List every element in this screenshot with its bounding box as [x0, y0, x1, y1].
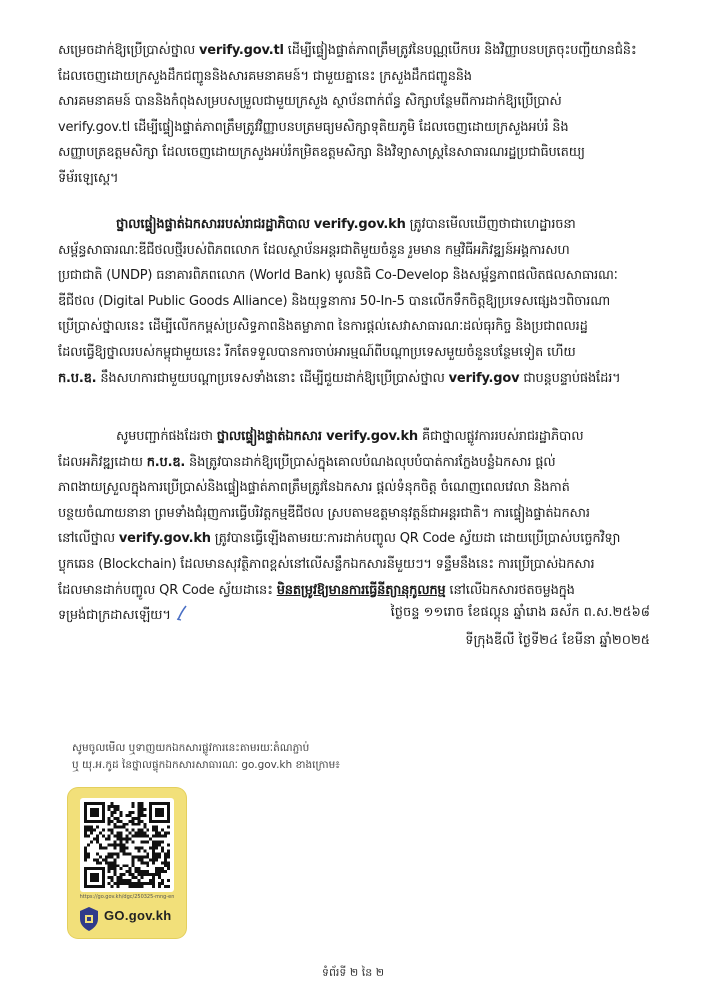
qr-note-line: សូមចូលមើល ឬទាញយកឯកសារផ្លូវការនេះតាមរយៈតំណភ្ជាប់ — [72, 742, 310, 754]
qr-code-icon — [84, 802, 170, 888]
verify-gov-kh-ref: verify.gov.kh — [313, 217, 406, 232]
text-line: សម្រេចដាក់ឱ្យប្រើប្រាស់ថ្នាល verify.gov.tl ដើម្បីផ្ទៀងផ្ទាត់ភាពត្រឹមត្រូវនៃបណ្ណបើកបរ និងវិញ្ញាបនបត្រចុះបញ្ជីយានជំនិះ — [58, 43, 637, 58]
qr-note-line: ឬ យុ.អ.កូដ នៃថ្នាលផ្ទុកឯកសារសាធារណៈ go.gov.kh ខាងក្រោម៖ — [72, 759, 340, 771]
text-line: ប្លុកឆេន (Blockchain) ដែលមានសុវត្ថិភាពខ្ពស់នៅលើសន្លឹកឯកសារនីមួយៗ។ ទន្ទឹមនឹងនេះ ការប្រើប្រាស់ឯកសារ — [58, 556, 595, 572]
qr-url[interactable]: https://go.gov.kh/dgc/250325-mng-en — [79, 894, 175, 900]
text-line: ដែលអភិវឌ្ឍដោយ ក.ប.ឌ. និងត្រូវបានដាក់ឱ្យប្រើប្រាស់ក្នុងគោលបំណងលុបបំបាត់ការក្លែងបន្លំឯកសារ ផ្តល់ — [58, 454, 556, 470]
text-line: ក.ប.ឌ. នឹងសហការជាមួយបណ្តាប្រទេសទាំងនោះ ដើម្បីជួយដាក់ឱ្យប្រើប្រាស់ថ្នាល verify.gov ជាបន្តបន្ទាប់ផងដែរ។ — [58, 370, 621, 386]
verify-gov-tl-ref: verify.gov.tl — [199, 43, 284, 58]
text-line: ប្រើប្រាស់ថ្នាលនេះ ដើម្បីលើកកម្ពស់ប្រសិទ្ធភាពនិងតម្លាភាព នៃការផ្តល់សេវាសាធារណៈដល់ធុរកិច្ច និងប្រជាពលរដ្ឋ — [58, 319, 588, 335]
text-line: ទីម័រឡេស្តេ។ — [58, 170, 119, 186]
no-notarization-emphasis: មិនតម្រូវឱ្យមានការធ្វើនីត្យានុកូលកម្ម — [276, 582, 446, 598]
end-mark-icon — [175, 605, 189, 621]
text-line: ដែលមានដាក់បញ្ចូល QR Code ស្វ័យដានេះ មិនតម្រូវឱ្យមានការធ្វើនីត្យានុកូលកម្ម នៅលើឯកសារថតចម្លងក្នុង — [58, 582, 575, 598]
text-line: ប្រជាជាតិ (UNDP) ធនាគារពិភពលោក (World Bank) មូលនិធិ Co-Develop និងសម្ព័ន្ធភាពផលិតផលសាធារណៈ — [58, 268, 618, 284]
qr-card[interactable] — [68, 788, 186, 938]
text-line: ភាពងាយស្រួលក្នុងការប្រើប្រាស់និងផ្ទៀងផ្ទាត់ភាពត្រឹមត្រូវនៃឯកសារ ផ្តល់ទំនុកចិត្ត ចំណេញពេលវេលា និងកាត់ — [58, 480, 570, 496]
text-line: ឌីជីថល (Digital Public Goods Alliance) និងយុទ្ធនាការ 50-In-5 បានលើកទឹកចិត្តឱ្យប្រទេសផ្សេងៗពិចារណា — [58, 293, 611, 309]
paragraph-global-recognition — [58, 212, 654, 391]
text-line: ថ្នាលផ្ទៀងផ្ទាត់ឯកសាររបស់រាជរដ្ឋាភិបាល verify.gov.kh ត្រូវបានមើលឃើញថាជាហេដ្ឋារចនា — [116, 217, 576, 232]
go-gov-kh-logo-text: GO.gov.kh — [104, 908, 172, 923]
text-line: verify.gov.tl ដើម្បីផ្ទៀងផ្ទាត់ភាពត្រឹមត្រូវវិញ្ញាបនបត្រមធ្យមសិក្សាទុតិយភូមិ ដែលចេញដោយក្រសួងអប់រំ និង — [58, 119, 569, 135]
paragraph-official-platform — [58, 424, 654, 629]
text-line: ដែលធ្វើឱ្យថ្នាលរបស់កម្ពុជាមួយនេះ រីកតែទទួលបានការចាប់អារម្មណ៍ពីបណ្តាប្រទេសមួយចំនួនបន្ថែមទៀត ហើយ — [58, 344, 576, 360]
text-line: សម្ព័ន្ធសាធារណៈឌីជីថលថ្មីរបស់ពិភពលោក ដែលស្ថាប័នអន្តរជាតិមួយចំនួន រួមមាន កម្មវិធីអភិវឌ្ឍន៍អង្គការសហ — [58, 242, 570, 258]
text-line: សារគមនាគមន៍ បាននិងកំពុងសម្របសម្រួលជាមួយក្រសួង ស្ថាប័នពាក់ព័ន្ធ សិក្សាបន្ថែមពីការដាក់ឱ្យប្រើប្រាស់ — [58, 94, 562, 110]
text-line: ទម្រង់ជាក្រដាសឡើយ។ — [58, 603, 654, 629]
qr-code[interactable] — [80, 798, 174, 892]
go-gov-kh-shield-icon — [78, 906, 100, 932]
text-line: សញ្ញាបត្រឧត្តមសិក្សា ដែលចេញដោយក្រសួងអប់រំកម្រិតឧត្តមសិក្សា និងវិទ្យាសាស្ត្រនៃសាធារណរដ្ឋប្រជាធិបតេយ្យ — [58, 145, 585, 161]
page-number: ទំព័រទី ២ នៃ ២ — [321, 966, 385, 979]
text-line: បន្ថយចំណាយនានា ព្រមទាំងជំរុញការធ្វើបរិវត្តកម្មឌីជីថល ស្របតាមឧត្តមានុវត្តន៍ជាអន្តរជាតិ។ ការផ្ទៀងផ្ទាត់ឯកសារ — [58, 505, 590, 521]
text-line: នៅលើថ្នាល verify.gov.kh ត្រូវបានធ្វើឡើងតាមរយៈការដាក់បញ្ចូល QR Code ស្វ័យដា ដោយប្រើប្រាស់បច្ចេកវិទ្យា — [58, 531, 621, 547]
text-line: សូមបញ្ជាក់ផងដែរថា ថ្នាលផ្ទៀងផ្ទាត់ឯកសារ verify.gov.kh គឺជាថ្នាលផ្លូវការរបស់រាជរដ្ឋាភិបាល — [116, 429, 584, 444]
place-date-line: ទីក្រុងឌីលី ថ្ងៃទី២៤ ខែមីនា ឆ្នាំ២០២៥ — [465, 633, 650, 648]
paragraph-verify-gov-tl — [58, 38, 654, 192]
text-line: ដែលចេញដោយក្រសួងដឹកជញ្ជូននិងសារគមនាគមន៍។ ជាមួយគ្នានេះ ក្រសួងដឹកជញ្ជូននិង — [58, 68, 472, 84]
lunar-date-line: ថ្ងៃចន្ទ ១១រោច ខែផល្គុន ឆ្នាំរោង ឆស័ក ព.ស.២៥៦៨ — [390, 605, 650, 620]
